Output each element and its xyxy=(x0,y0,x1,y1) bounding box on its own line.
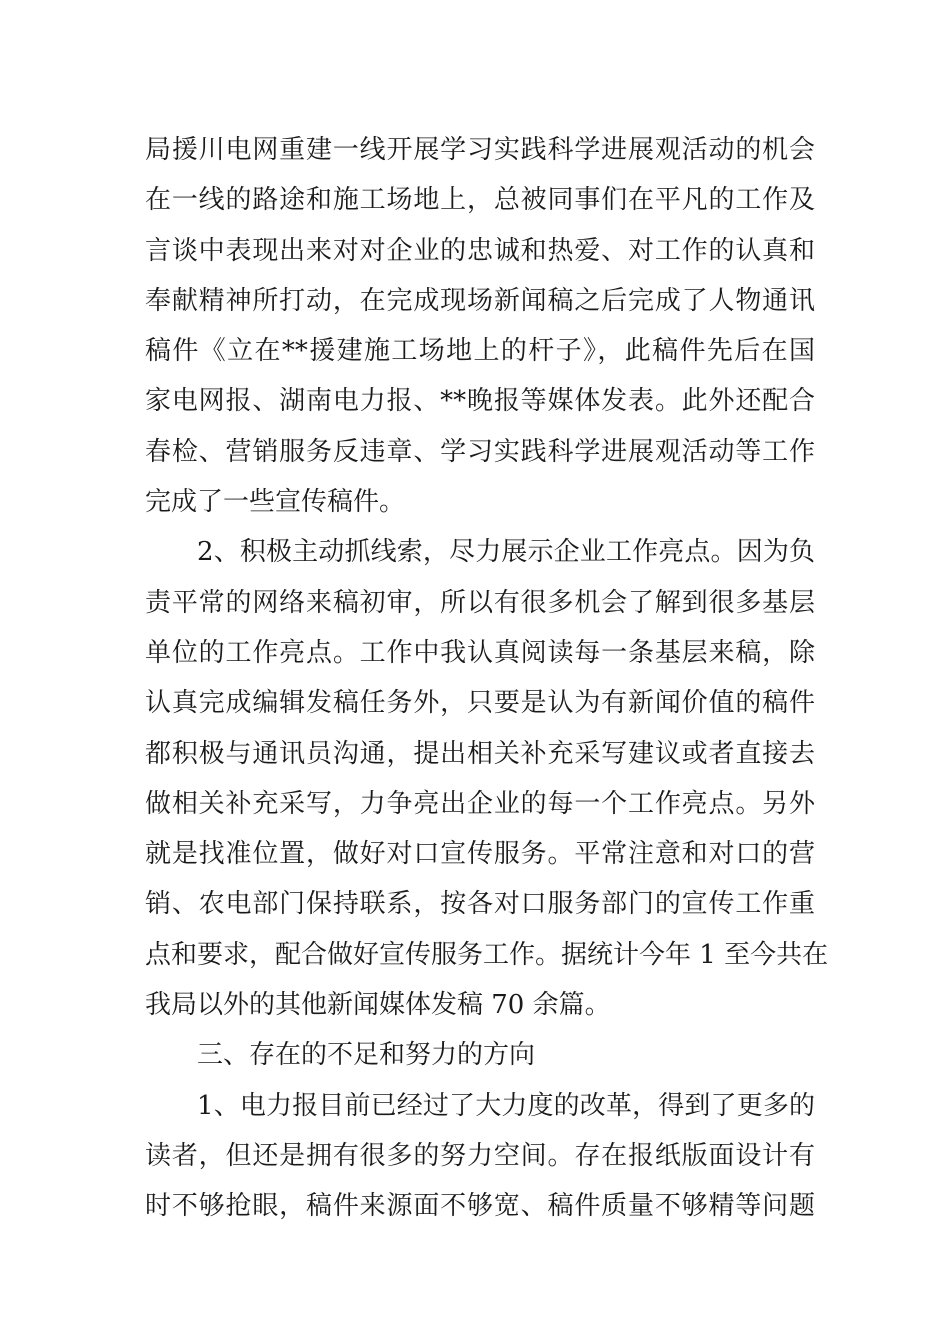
text-line: 春检、营销服务反违章、学习实践科学进展观活动等工作 xyxy=(145,436,815,467)
text-line: 责平常的网络来稿初审，所以有很多机会了解到很多基层 xyxy=(145,587,815,618)
text-line: 都积极与通讯员沟通，提出相关补充采写建议或者直接去 xyxy=(145,738,815,769)
text-line: 读者，但还是拥有很多的努力空间。存在报纸版面设计有 xyxy=(145,1140,815,1171)
text-line: 认真完成编辑发稿任务外，只要是认为有新闻价值的稿件 xyxy=(145,688,815,719)
text-line: 在一线的路途和施工场地上，总被同事们在平凡的工作及 xyxy=(145,185,815,216)
text-line: 稿件《立在**援建施工场地上的杆子》，此稿件先后在国 xyxy=(145,336,815,367)
paragraph xyxy=(145,1081,815,1232)
text-line: 局援川电网重建一线开展学习实践科学进展观活动的机会 xyxy=(145,135,815,165)
text-line: 我局以外的其他新闻媒体发稿 70 余篇。 xyxy=(145,990,611,1021)
paragraph xyxy=(145,125,815,527)
text-line: 家电网报、湖南电力报、**晚报等媒体发表。此外还配合 xyxy=(145,386,815,417)
text-line: 完成了一些宣传稿件。 xyxy=(145,487,406,518)
text-line: 2、积极主动抓线索，尽力展示企业工作亮点。因为负 xyxy=(197,537,815,568)
text-line: 点和要求，配合做好宣传服务工作。据统计今年 1 至今共在 xyxy=(145,939,829,970)
paragraph xyxy=(145,1030,815,1080)
text-line: 奉献精神所打动，在完成现场新闻稿之后完成了人物通讯 xyxy=(145,285,815,316)
text-line: 就是找准位置，做好对口宣传服务。平常注意和对口的营 xyxy=(145,839,815,870)
text-line: 言谈中表现出来对对企业的忠诚和热爱、对工作的认真和 xyxy=(145,235,815,266)
text-line: 1、电力报目前已经过了大力度的改革，得到了更多的 xyxy=(197,1090,815,1121)
document-body xyxy=(145,125,829,1232)
text-line: 三、存在的不足和努力的方向 xyxy=(197,1040,536,1071)
text-line: 单位的工作亮点。工作中我认真阅读每一条基层来稿，除 xyxy=(145,637,815,668)
text-line: 销、农电部门保持联系，按各对口服务部门的宣传工作重 xyxy=(145,889,815,920)
text-line: 做相关补充采写，力争亮出企业的每一个工作亮点。另外 xyxy=(145,788,815,819)
paragraph xyxy=(145,527,829,1030)
text-line: 时不够抢眼，稿件来源面不够宽、稿件质量不够精等问题 xyxy=(145,1191,815,1222)
